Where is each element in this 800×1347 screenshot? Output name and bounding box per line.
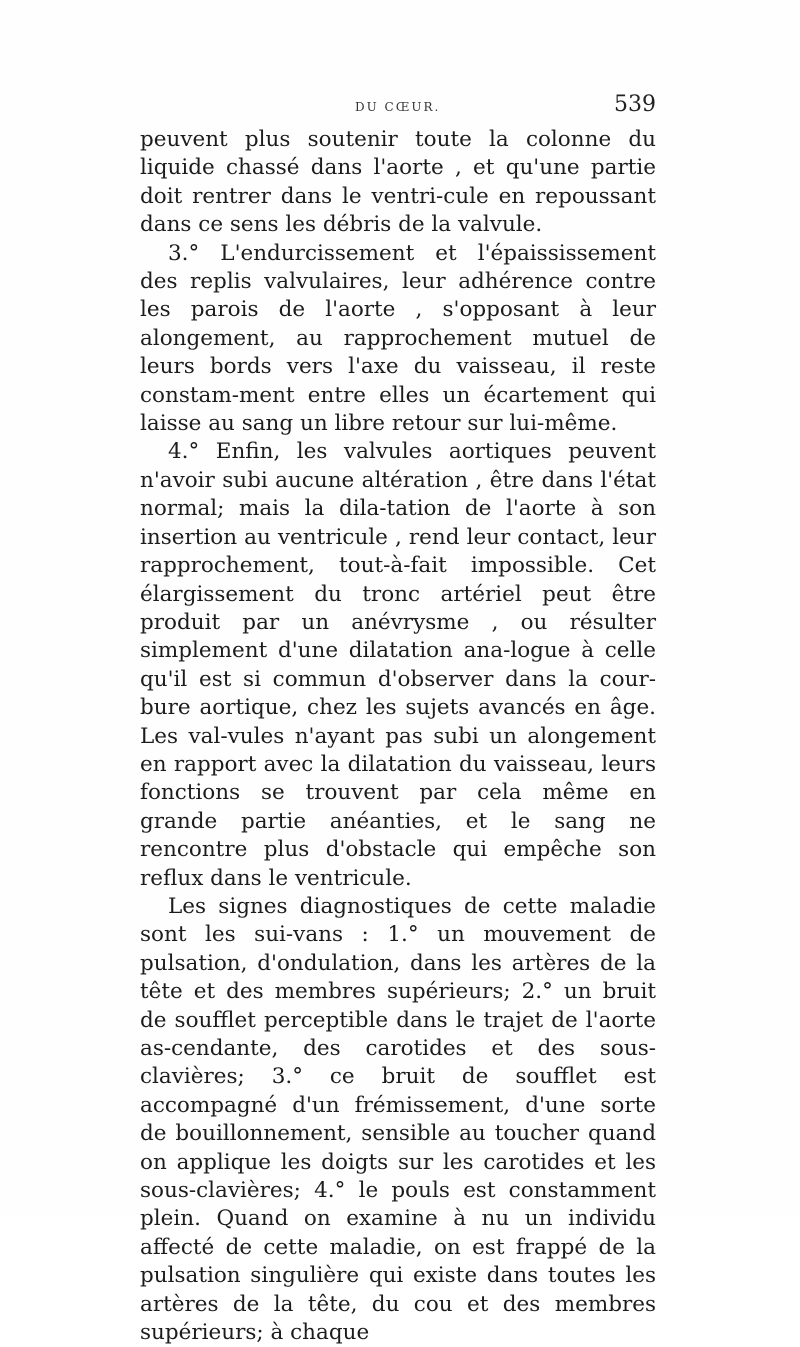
paragraph-continuation: peuvent plus soutenir toute la colonne du liquide chassé dans l'aorte , et qu'une partie doit rentrer dans le ventri-cule en repoussant dans ce sens les débris de la valvule.	[140, 127, 656, 238]
paragraph-point-4: 4.° Enfin, les valvules aortiques peuvent n'avoir subi aucune altération , être dans l'état normal; mais la dila-tation de l'aorte à son insertion au ventricule , rend leur contact, leur rapprochement, tout-à-fait impossible. Cet élargissement du tronc artériel peut être produit par un anévrysme , ou résulter simplement d'une dilatation ana-logue à celle qu'il est si commun d'observer dans la cour-bure aortique, chez les sujets avancés en âge. Les val-vules n'ayant pas subi un alongement en rapport avec la dilatation du vaisseau, leurs fonctions se trouvent par cela même en grande partie anéanties, et le sang ne rencontre plus d'obstacle qui empêche son reflux dans le ventricule.	[140, 439, 656, 891]
running-title: DU CŒUR.	[355, 100, 441, 114]
paragraph-diagnostic-signs: Les signes diagnostiques de cette maladie sont les sui-vans : 1.° un mouvement de pulsation, d'ondulation, dans les artères de la tête et des membres supérieurs; 2.° un bruit de soufflet perceptible dans le trajet de l'aorte as-cendante, des carotides et des sous-clavières; 3.° ce bruit de soufflet est accompagné d'un frémissement, d'une sorte de bouillonnement, sensible au toucher quand on applique les doigts sur les carotides et les sous-clavières; 4.° le pouls est constamment plein. Quand on examine à nu un individu affecté de cette maladie, on est frappé de la pulsation singulière qui existe dans toutes les artères de la tête, du cou et des membres supérieurs; à chaque	[140, 893, 656, 1346]
page-number: 539	[614, 92, 656, 117]
paragraph-point-3: 3.° L'endurcissement et l'épaississement des replis valvulaires, leur adhérence contre les parois de l'aorte , s'opposant à leur alongement, au rapprochement mutuel de leurs bords vers l'axe du vaisseau, il reste constam-ment entre elles un écartement qui laisse au sang un libre retour sur lui-même.	[140, 240, 656, 437]
page-header	[140, 92, 656, 120]
body-text	[140, 126, 656, 1346]
